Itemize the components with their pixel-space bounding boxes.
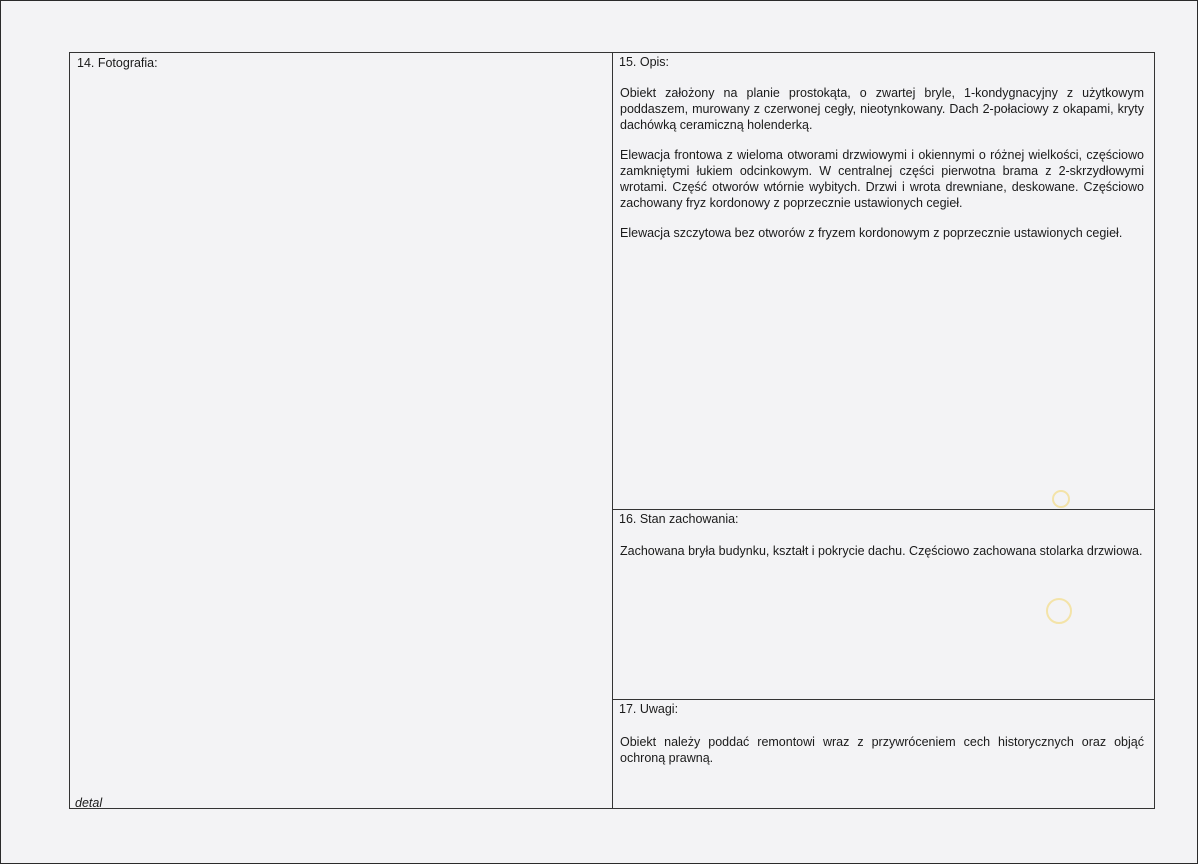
description-paragraph: Elewacja frontowa z wieloma otworami drzwiowymi i okiennymi o różnej wielkości, częściowo zamkniętymi łukiem odcinkowym. W centralnej części pierwotna brama z 2-skrzydłowymi wrotami. Część otworów wtórnie wybitych. Drzwi i wrota drewniane, deskowane. Częściowo zachowany fryz kordonowy z poprzecznie ustawionych cegieł. (620, 148, 1144, 210)
remarks-text: Obiekt należy poddać remontowi wraz z przywróceniem cech historycznych oraz objąć ochroną prawną. (620, 735, 1144, 765)
record-card-form (69, 52, 1155, 809)
paper-stain (1046, 598, 1072, 624)
photo-caption: detal (75, 796, 103, 810)
right-column (613, 53, 1154, 808)
description-section (613, 53, 1154, 510)
condition-section (613, 510, 1154, 700)
photo-area (70, 73, 612, 788)
remarks-label: 17. Uwagi: (619, 702, 679, 716)
remarks-section (613, 700, 1154, 808)
photo-section (70, 53, 613, 808)
condition-text: Zachowana bryła budynku, kształt i pokrycie dachu. Częściowo zachowana stolarka drzwiowa. (620, 544, 1143, 558)
condition-label: 16. Stan zachowania: (619, 512, 739, 526)
description-text (620, 85, 1144, 255)
description-paragraph: Elewacja szczytowa bez otworów z fryzem kordonowym z poprzecznie ustawionych cegieł. (620, 226, 1123, 240)
description-paragraph: Obiekt założony na planie prostokąta, o zwartej bryle, 1-kondygnacyjny z użytkowym poddaszem, murowany z czerwonej cegły, nieotynkowany. Dach 2-połaciowy z okapami, kryty dachówką ceramiczną holenderką. (620, 86, 1144, 132)
description-label: 15. Opis: (619, 55, 670, 69)
paper-stain (1052, 490, 1070, 508)
photo-label: 14. Fotografia: (77, 56, 158, 70)
